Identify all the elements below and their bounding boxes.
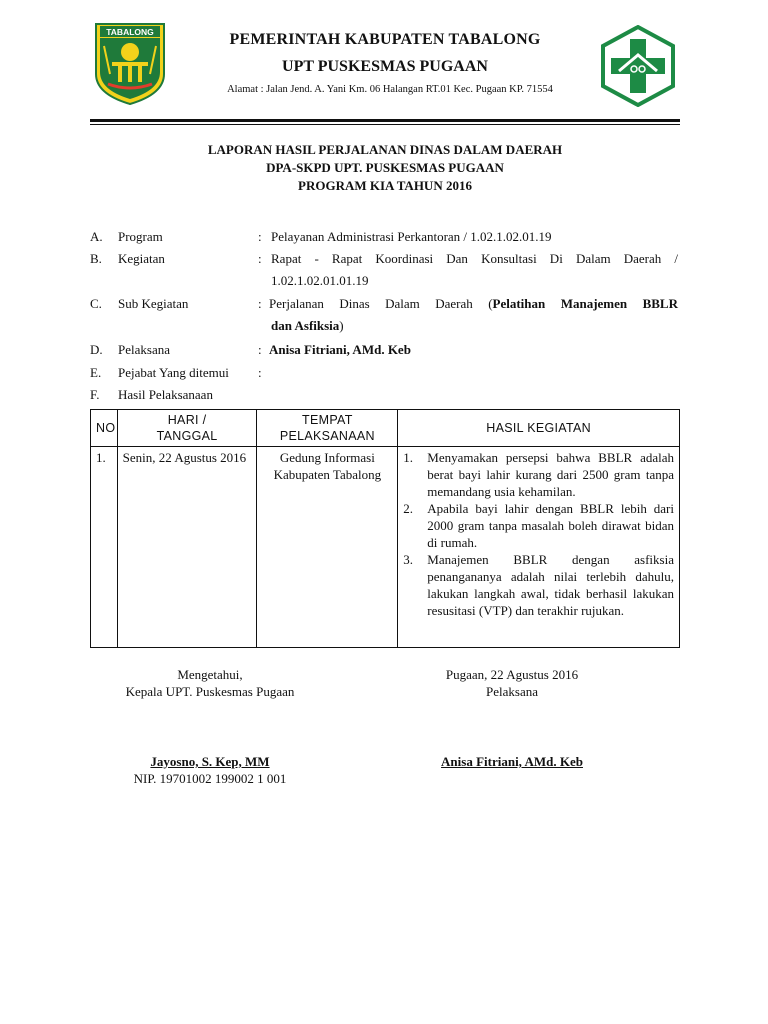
signature-left-name: Jayosno, S. Kep, MM [150, 754, 270, 769]
list-item-number: 3. [403, 552, 414, 567]
field-label: Kegiatan [118, 251, 165, 266]
signature-right-line2: Pelaksana [486, 684, 538, 699]
list-item-text: Apabila bayi lahir dengan BBLR lebih dari 2000 gram tanpa masalah boleh dirawat bidan di rumah. [427, 501, 674, 550]
header-hari-tanggal [117, 410, 257, 447]
header-no: NO [91, 410, 118, 447]
signature-right-name-block [392, 753, 632, 770]
field-label: Hasil Pelaksanaan [118, 387, 213, 402]
government-name: PEMERINTAH KABUPATEN TABALONG [229, 31, 541, 48]
signature-left-line1: Mengetahui, [177, 667, 243, 682]
sub-kegiatan-bold-part1: Pelatihan Manajemen BBLR [492, 296, 678, 311]
field-label: Sub Kegiatan [118, 296, 189, 311]
field-colon: : [258, 365, 262, 380]
signature-right-name: Anisa Fitriani, AMd. Keb [441, 754, 583, 769]
signature-left-name-block [90, 753, 330, 787]
header-tempat-line1: TEMPAT [302, 413, 353, 427]
list-item-text: Menyamakan persepsi bahwa BBLR adalah berat bayi lahir kurang dari 2500 gram tanpa memandang usia kehamilan. [427, 450, 674, 499]
field-value-wrap [271, 248, 678, 270]
field-sub-kegiatan [90, 293, 680, 337]
cell-hari-tanggal: Senin, 22 Agustus 2016 [117, 447, 257, 648]
list-item-text: Manajemen BBLR dengan asfiksia penangananya adalah nilai terlebih dahulu, lakukan langkah awal, tidak berhasil lakukan resusitasi (VTP) dan terakhir rujukan. [427, 552, 674, 618]
sub-kegiatan-suffix: ) [339, 318, 344, 333]
signature-right [392, 666, 632, 700]
header-hasil-kegiatan: HASIL KEGIATAN [398, 410, 680, 447]
crest-logo-text: TABALONG [106, 27, 154, 37]
field-label: Program [118, 229, 163, 244]
list-item [403, 449, 674, 500]
field-value-line2: 1.02.1.02.01.01.19 [271, 273, 369, 288]
signature-left [90, 666, 330, 700]
cell-tempat: Gedung Informasi Kabupaten Tabalong [257, 447, 398, 648]
field-value-line2 [271, 315, 678, 337]
field-program [90, 226, 680, 248]
field-kegiatan [90, 248, 680, 292]
field-letter: F. [90, 387, 100, 402]
report-subtitle: DPA-SKPD UPT. PUSKESMAS PUGAAN [266, 160, 504, 175]
report-title: LAPORAN HASIL PERJALANAN DINAS DALAM DAERAH [207, 142, 563, 157]
field-colon: : [258, 296, 262, 311]
table-row [91, 447, 680, 648]
signature-left-nip: NIP. 19701002 199002 1 001 [133, 771, 287, 786]
field-letter: B. [90, 251, 102, 266]
institution-name: UPT PUSKESMAS PUGAAN [282, 58, 488, 75]
sub-kegiatan-prefix: Perjalanan Dinas Dalam Daerah ( [269, 296, 493, 311]
list-item [403, 551, 674, 619]
field-letter: E. [90, 365, 102, 380]
field-value: Anisa Fitriani, AMd. Keb [269, 342, 411, 357]
cell-hasil-kegiatan [398, 447, 680, 648]
header-hari-line1: HARI / [167, 413, 207, 427]
list-item-number: 1. [403, 450, 414, 465]
puskesmas-cross-icon [597, 25, 679, 107]
field-letter: C. [90, 296, 102, 311]
tabalong-regency-crest-icon [92, 22, 168, 106]
field-letter: D. [90, 342, 103, 357]
letterhead-divider-thin [90, 124, 680, 125]
report-program: PROGRAM KIA TAHUN 2016 [298, 178, 472, 193]
field-pejabat [90, 362, 680, 384]
header-hari-line2: TANGGAL [156, 429, 218, 443]
field-pelaksana [90, 339, 680, 361]
sub-kegiatan-bold-part2: dan Asfiksia [271, 318, 340, 333]
field-value-wrap [269, 293, 678, 315]
field-colon: : [258, 342, 262, 357]
list-item-number: 2. [403, 501, 414, 516]
field-value-line1: Rapat - Rapat Koordinasi Dan Konsultasi Di Dalam Daerah / [271, 251, 678, 266]
field-value: Pelayanan Administrasi Perkantoran / 1.02.1.02.01.19 [271, 229, 552, 244]
field-colon: : [258, 251, 262, 266]
hasil-list [403, 449, 674, 619]
table-header-row [91, 410, 680, 447]
field-hasil-pelaksanaan [90, 384, 680, 406]
letterhead-divider-thick [90, 119, 680, 122]
results-table [90, 409, 680, 648]
institution-address: Alamat : Jalan Jend. A. Yani Km. 06 Halangan RT.01 Kec. Pugaan KP. 71554 [227, 84, 553, 95]
signature-left-line2: Kepala UPT. Puskesmas Pugaan [125, 684, 295, 699]
field-letter: A. [90, 229, 103, 244]
cell-no: 1. [91, 447, 118, 648]
field-value-line1 [269, 293, 678, 315]
header-tempat-line2: PELAKSANAAN [279, 429, 375, 443]
header-tempat [257, 410, 398, 447]
field-colon: : [258, 229, 262, 244]
signature-right-line1: Pugaan, 22 Agustus 2016 [445, 667, 579, 682]
field-label: Pelaksana [118, 342, 170, 357]
list-item [403, 500, 674, 551]
field-label: Pejabat Yang ditemui [118, 365, 229, 380]
